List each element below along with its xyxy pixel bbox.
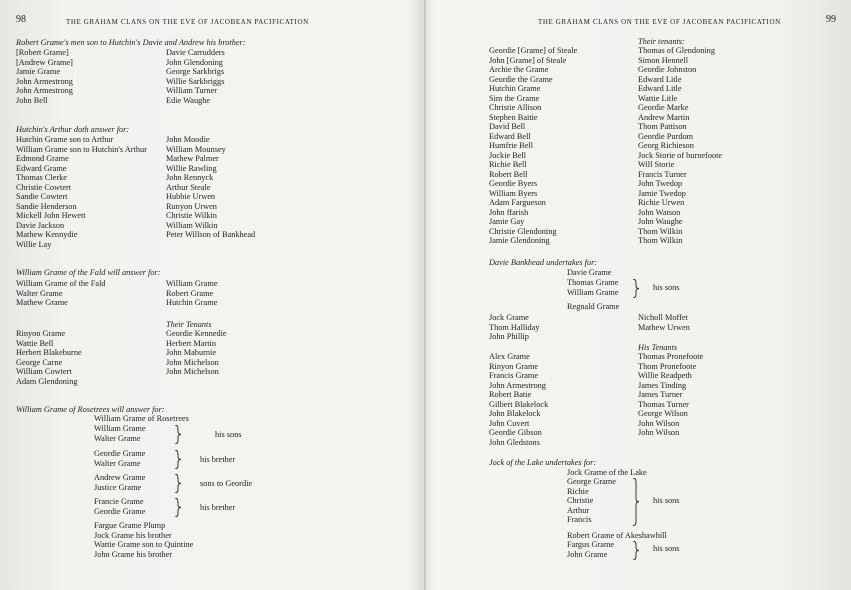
name-entry: William Grame [567, 287, 619, 297]
name-entry: James Tinding [638, 380, 687, 390]
name-entry: Mathew Urwen [638, 322, 690, 332]
name-entry: Davie Carrudders [166, 48, 225, 57]
group-label: his sons [653, 544, 680, 553]
name-entry: Robert Batie [489, 390, 532, 399]
name-entry: James Turner [638, 390, 683, 399]
name-entry: Andrew Martin [638, 112, 690, 122]
name-entry: Jamie Twedop [638, 188, 686, 198]
name-entry: Willie Lay [16, 239, 52, 249]
name-entry: Geordie Marke [638, 103, 689, 112]
name-entry: Edward Grame [16, 163, 67, 173]
name-entry: William Grame of Rosetrees [94, 414, 189, 423]
name-entry: John Twedop [638, 179, 683, 188]
name-entry: Thomas Turner [638, 399, 689, 409]
name-entry: Geordie Gibson [489, 428, 542, 437]
name-entry: Walter Grame [16, 288, 63, 298]
name-entry: Francis [567, 515, 592, 524]
name-entry: Thomas Grame [567, 278, 619, 287]
running-header: THE GRAHAM CLANS ON THE EVE OF JACOBEAN PACIFICATION [66, 18, 309, 26]
name-entry: William Turner [166, 86, 218, 95]
name-entry: John Grame his brother [94, 549, 173, 559]
name-entry: Thomas of Glendoning [638, 46, 715, 55]
name-entry: Thomas Clerke [16, 173, 67, 182]
right-page [426, 0, 851, 590]
name-entry: Christie [567, 496, 594, 505]
name-entry: Edward Bell [489, 131, 531, 141]
tenants-heading: Their tenants: [638, 37, 685, 46]
name-entry: John Moodie [166, 135, 210, 144]
name-entry: John Michelson [166, 357, 219, 367]
name-entry: Wattie Bell [16, 338, 54, 348]
name-entry: [Andrew Grame] [16, 57, 73, 67]
section-heading: William Grame of Rosetrees will answer for: [16, 405, 165, 414]
name-entry: Thom Wilkin [638, 226, 683, 236]
section-heading: Hutchin's Arthur doth answer for: [16, 125, 130, 134]
group-label: sons to Geordie [200, 479, 253, 488]
name-entry: Jock Grame of the Lake [567, 468, 647, 477]
name-entry: George Wilson [638, 409, 688, 418]
name-entry: Archie the Grame [489, 65, 549, 74]
name-entry: Christie Allison [489, 103, 542, 112]
tenants-heading: His Tenants [638, 343, 678, 352]
name-entry: Richie Bell [489, 160, 527, 169]
name-entry: Walter Grame [94, 458, 141, 468]
name-entry: Arthur [567, 505, 590, 515]
name-entry: William Wilkin [166, 220, 218, 230]
section-heading: Davie Bankhead undertakes for: [489, 258, 598, 267]
name-entry: Mathew Palmer [166, 154, 219, 163]
group-label: his brether [200, 455, 236, 464]
name-entry: William Grame [166, 279, 218, 288]
name-entry: Jock Grame [489, 313, 529, 322]
name-entry: Robert Bell [489, 169, 528, 179]
name-entry: William Grame [94, 424, 146, 433]
name-entry: George Carne [16, 357, 63, 367]
name-entry: Christie Cowtert [16, 182, 72, 192]
name-entry: John Glendoning [166, 57, 223, 67]
name-entry: Geordie Purdom [638, 131, 694, 141]
name-entry: Herbert Martin [166, 338, 216, 348]
name-entry: George Grame [567, 477, 616, 486]
name-entry: Richie Urwen [638, 198, 685, 207]
name-entry: [Robert Grame] [16, 48, 69, 57]
name-entry: Stephen Baitie [489, 112, 538, 122]
name-entry: John Blakelock [489, 409, 541, 418]
name-entry: John Phillip [489, 332, 529, 341]
name-entry: Jamie Glendoning [489, 236, 550, 245]
name-entry: Geordie Grame [94, 449, 146, 458]
brace-icon [632, 478, 638, 526]
name-entry: Jock Grame his brother [94, 530, 172, 540]
name-entry: John Grame [567, 549, 608, 559]
name-entry: Hutchin Grame [166, 298, 218, 307]
name-entry: George Sarkbrigs [166, 67, 225, 76]
name-entry: Hubbie Urwen [166, 192, 216, 201]
name-entry: Walter Grame [94, 433, 141, 443]
name-entry: John Waughe [638, 217, 683, 226]
name-entry: Geordie the Grame [489, 74, 553, 84]
left-page [0, 0, 424, 590]
name-entry: Edie Waughe [166, 95, 211, 105]
page-number: 98 [16, 14, 26, 25]
name-entry: John Wilson [638, 428, 680, 437]
group-label: his brether [200, 503, 236, 512]
name-entry: Wattie Grame son to Quintine [94, 540, 194, 549]
name-entry: Christie Wilkin [166, 211, 217, 220]
name-entry: Geordie Byers [489, 179, 538, 188]
name-entry: Mickell John Hewett [16, 211, 86, 220]
name-entry: Christie Glendoning [489, 226, 557, 236]
name-entry: John Gledstons [489, 437, 540, 447]
name-entry: John Wilson [638, 418, 680, 428]
name-entry: Willie Readpeth [638, 371, 692, 380]
name-entry: Francis Turner [638, 169, 687, 179]
name-entry: Runyon Urwen [166, 201, 217, 211]
name-entry: Rinyon Grame [16, 329, 66, 338]
name-entry: William Grame of the Fald [16, 279, 106, 288]
name-entry: Francis Grame [489, 371, 539, 380]
name-entry: Willie Sarkbriggs [166, 76, 225, 86]
brace-icon [174, 498, 180, 517]
name-entry: Willie Rawling [166, 163, 217, 173]
name-entry: Geordie Johnston [638, 65, 697, 74]
name-entry: John Cuvert [489, 418, 530, 428]
name-entry: Adam Fargueson [489, 198, 546, 207]
name-entry: John Watson [638, 207, 681, 217]
name-entry: Davie Jackson [16, 220, 65, 230]
name-entry: Humfrie Bell [489, 141, 534, 150]
name-entry: Sim the Grame [489, 93, 540, 103]
name-entry: Richie [567, 486, 589, 496]
name-entry: Sandie Henderson [16, 201, 77, 211]
name-entry: John Armestrong [489, 380, 546, 390]
name-entry: Edward Litle [638, 84, 682, 93]
name-entry: Will Storie [638, 160, 675, 169]
section-heading: Robert Grame's men son to Hutchin's Davie and Andrew his brother: [16, 38, 246, 47]
name-entry: Rinyon Grame [489, 361, 539, 371]
name-entry: Thom Pattison [638, 122, 687, 131]
name-entry: Jockie Bell [489, 150, 527, 160]
name-entry: Nicholl Moffet [638, 313, 688, 322]
name-entry: Andrew Grame [94, 473, 146, 482]
name-entry: Hutchin Grame son to Arthur [16, 135, 114, 144]
name-entry: Wattie Litle [638, 93, 678, 103]
name-entry: Peter Willson of Bankhead [166, 230, 256, 239]
name-entry: John Maburnie [166, 348, 217, 357]
name-entry: Alex Grame [489, 352, 530, 361]
name-entry: Gilbert Blakelock [489, 399, 549, 409]
brace-icon [174, 450, 180, 469]
name-entry: Geordie [Grame] of Steale [489, 46, 578, 55]
name-entry: Simon Hennell [638, 55, 689, 65]
name-entry: William Mounsey [166, 144, 226, 154]
name-entry: William Byers [489, 188, 538, 198]
name-entry: Sandie Cowtert [16, 192, 68, 201]
brace-icon [174, 474, 180, 493]
name-entry: Arthur Steale [166, 182, 211, 192]
name-entry: Robert Grame of Akeshawhill [567, 531, 667, 540]
name-entry: Hutchin Grame [489, 84, 541, 93]
name-entry: Thom Wilkin [638, 236, 683, 245]
name-entry: Jamie Grame [16, 67, 61, 76]
name-entry: John Bell [16, 95, 48, 105]
name-entry: Davie Grame [567, 268, 612, 277]
name-entry: Georg Richieson [638, 141, 694, 150]
name-entry: Mathew Kennydie [16, 230, 78, 239]
brace-icon [632, 279, 638, 298]
page-number: 99 [826, 14, 836, 25]
section-heading: William Grame of the Fald will answer for: [16, 268, 161, 277]
name-entry: Thom Pronefoote [638, 361, 697, 371]
name-entry: Jamie Gay [489, 217, 525, 226]
name-entry: Jock Storie of burnefoote [638, 150, 723, 160]
name-entry: William Grame son to Hutchin's Arthur [16, 144, 147, 154]
name-entry: Justice Grame [94, 482, 142, 492]
name-entry: John [Grame] of Steale [489, 55, 567, 65]
name-entry: Robert Grame [166, 288, 214, 298]
name-entry: Regnald Grame [567, 302, 620, 311]
group-label: his sons [653, 283, 680, 292]
brace-icon [174, 425, 180, 444]
name-entry: William Cowtert [16, 367, 72, 376]
name-entry: John Armestrong [16, 76, 73, 86]
name-entry: Herbert Blakeburne [16, 348, 82, 357]
name-entry: David Bell [489, 122, 526, 131]
name-entry: Edward Litle [638, 74, 682, 84]
name-entry: John ffarish [489, 207, 529, 217]
group-label: his sons [653, 496, 680, 505]
running-header: THE GRAHAM CLANS ON THE EVE OF JACOBEAN PACIFICATION [538, 18, 781, 26]
name-entry: Edmond Grame [16, 154, 69, 163]
name-entry: Fargus Grame [567, 540, 615, 549]
name-entry: Adam Glendoning [16, 376, 78, 386]
section-heading: Jock of the Lake undertakes for: [489, 458, 597, 467]
name-entry: John Armestrong [16, 86, 73, 95]
tenants-heading: Their Tenants [166, 320, 212, 329]
name-entry: Thom Halliday [489, 322, 540, 332]
name-entry: John Michelson [166, 367, 219, 376]
name-entry: Francie Grame [94, 497, 144, 506]
name-entry: John Rennyck [166, 173, 214, 182]
name-entry: Fargue Grame Plump [94, 521, 166, 530]
group-label: his sons [215, 430, 242, 439]
brace-icon [632, 541, 638, 560]
name-entry: Geordie Kennedie [166, 329, 227, 338]
name-entry: Mathew Grame [16, 298, 68, 307]
name-entry: Thomas Pronefoote [638, 352, 704, 361]
name-entry: Geordie Grame [94, 506, 146, 516]
